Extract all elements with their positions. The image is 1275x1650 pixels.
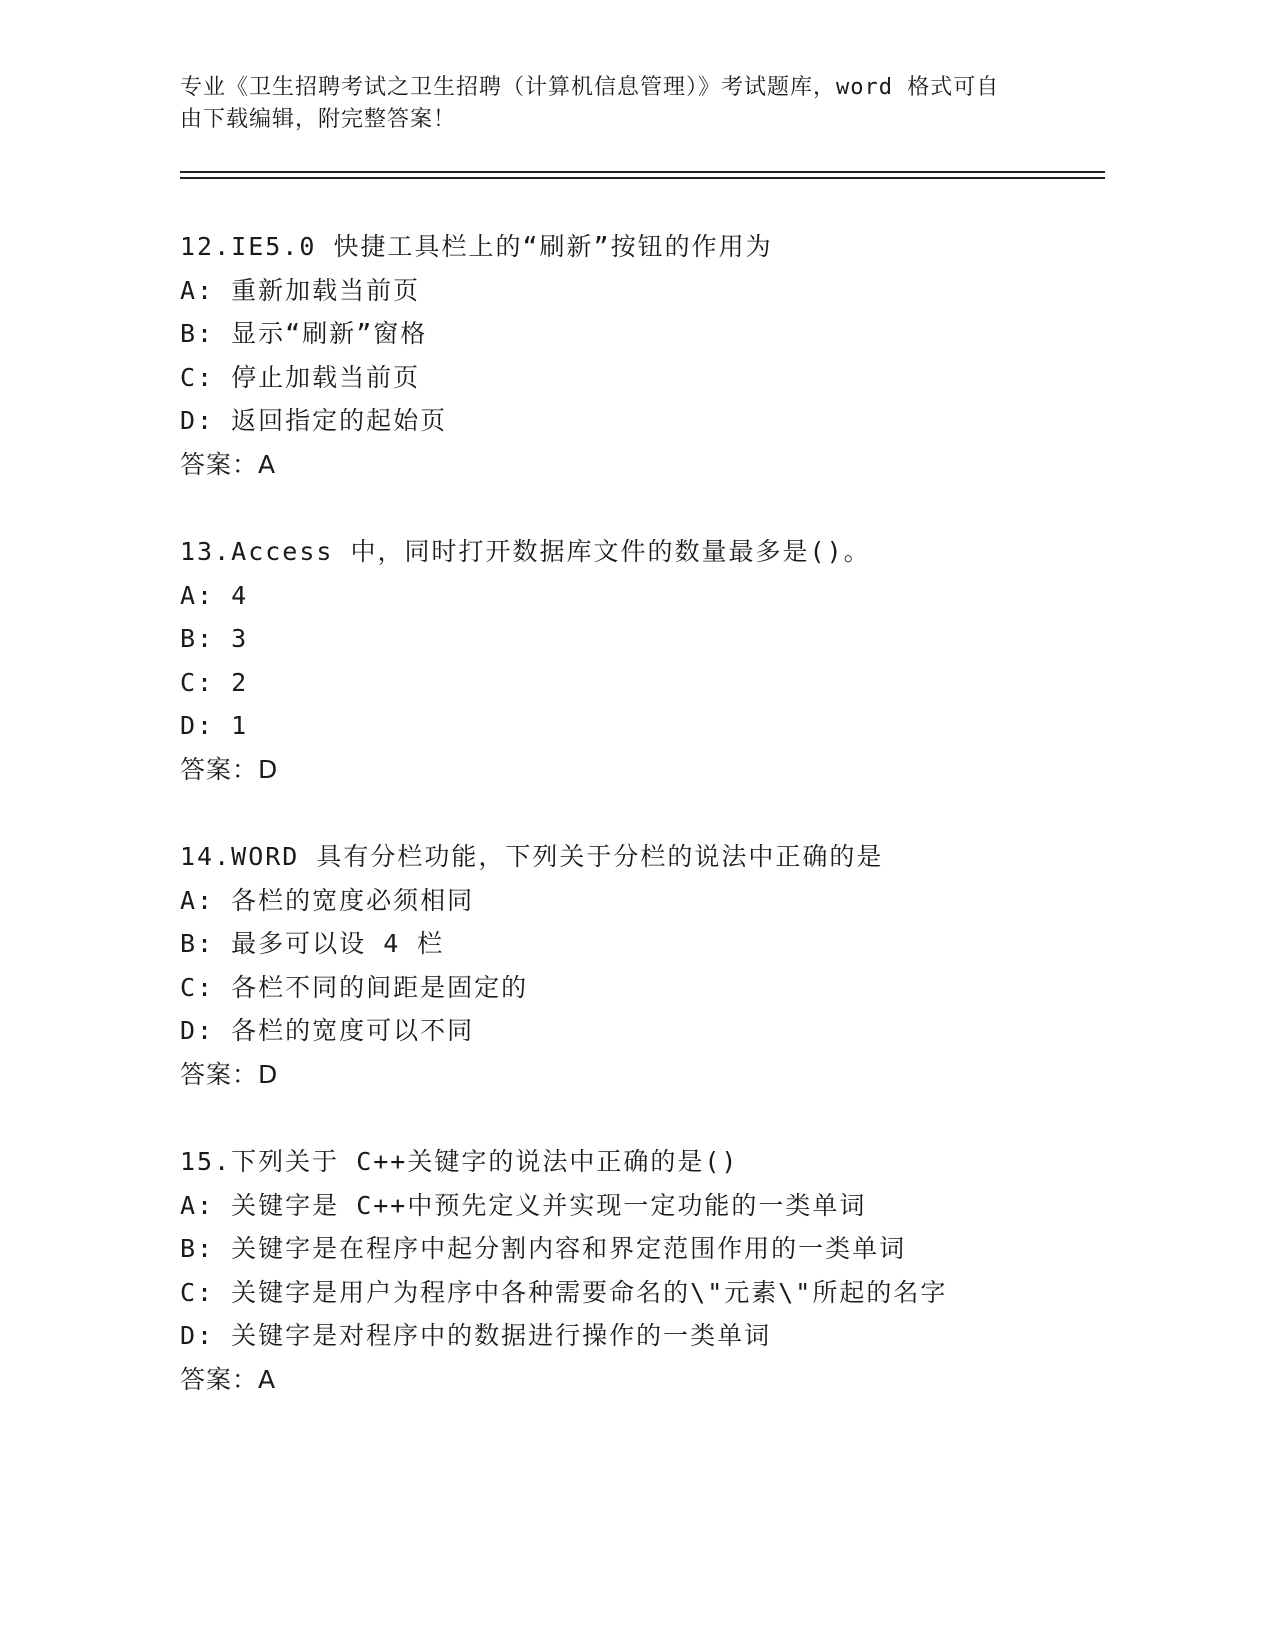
header-line-1: 专业《卫生招聘考试之卫生招聘（计算机信息管理）》考试题库，word 格式可自: [180, 75, 1000, 100]
document-header: [180, 72, 1040, 136]
option-b: B: 关键字是在程序中起分割内容和界定范围作用的一类单词: [180, 1234, 907, 1264]
option-a: A: 重新加载当前页: [180, 275, 421, 305]
option-b: B: 3: [180, 624, 249, 654]
question-14: [180, 835, 1140, 1097]
option-a: A: 关键字是 C++中预先定义并实现一定功能的一类单词: [180, 1190, 867, 1220]
question-stem: 12.IE5.0 快捷工具栏上的“刷新”按钮的作用为: [180, 232, 773, 261]
question-stem: 14.WORD 具有分栏功能，下列关于分栏的说法中正确的是: [180, 842, 884, 871]
option-c: C: 停止加载当前页: [180, 362, 421, 392]
option-d: D: 返回指定的起始页: [180, 406, 448, 436]
answer-text: 答案：A: [180, 449, 277, 479]
question-stem: 15.下列关于 C++关键字的说法中正确的是(): [180, 1147, 739, 1176]
question-13: [180, 530, 1140, 792]
option-b: B: 显示“刷新”窗格: [180, 319, 428, 349]
question-15: [180, 1140, 1140, 1402]
option-c: C: 各栏不同的间距是固定的: [180, 972, 529, 1002]
option-c: C: 关键字是用户为程序中各种需要命名的\"元素\"所起的名字: [180, 1277, 948, 1307]
header-divider-top: [180, 171, 1105, 173]
answer-text: 答案：A: [180, 1364, 277, 1394]
option-d: D: 1: [180, 711, 249, 741]
header-line-2: 由下载编辑，附完整答案！: [180, 107, 457, 132]
option-a: A: 4: [180, 580, 249, 610]
option-b: B: 最多可以设 4 栏: [180, 929, 445, 959]
option-d: D: 关键字是对程序中的数据进行操作的一类单词: [180, 1321, 772, 1351]
option-a: A: 各栏的宽度必须相同: [180, 885, 475, 915]
option-c: C: 2: [180, 667, 249, 697]
answer-text: 答案：D: [180, 1059, 279, 1089]
question-stem: 13.Access 中，同时打开数据库文件的数量最多是()。: [180, 537, 871, 566]
option-d: D: 各栏的宽度可以不同: [180, 1016, 475, 1046]
question-12: [180, 225, 1140, 487]
header-divider-bottom: [180, 177, 1105, 179]
answer-text: 答案：D: [180, 754, 279, 784]
